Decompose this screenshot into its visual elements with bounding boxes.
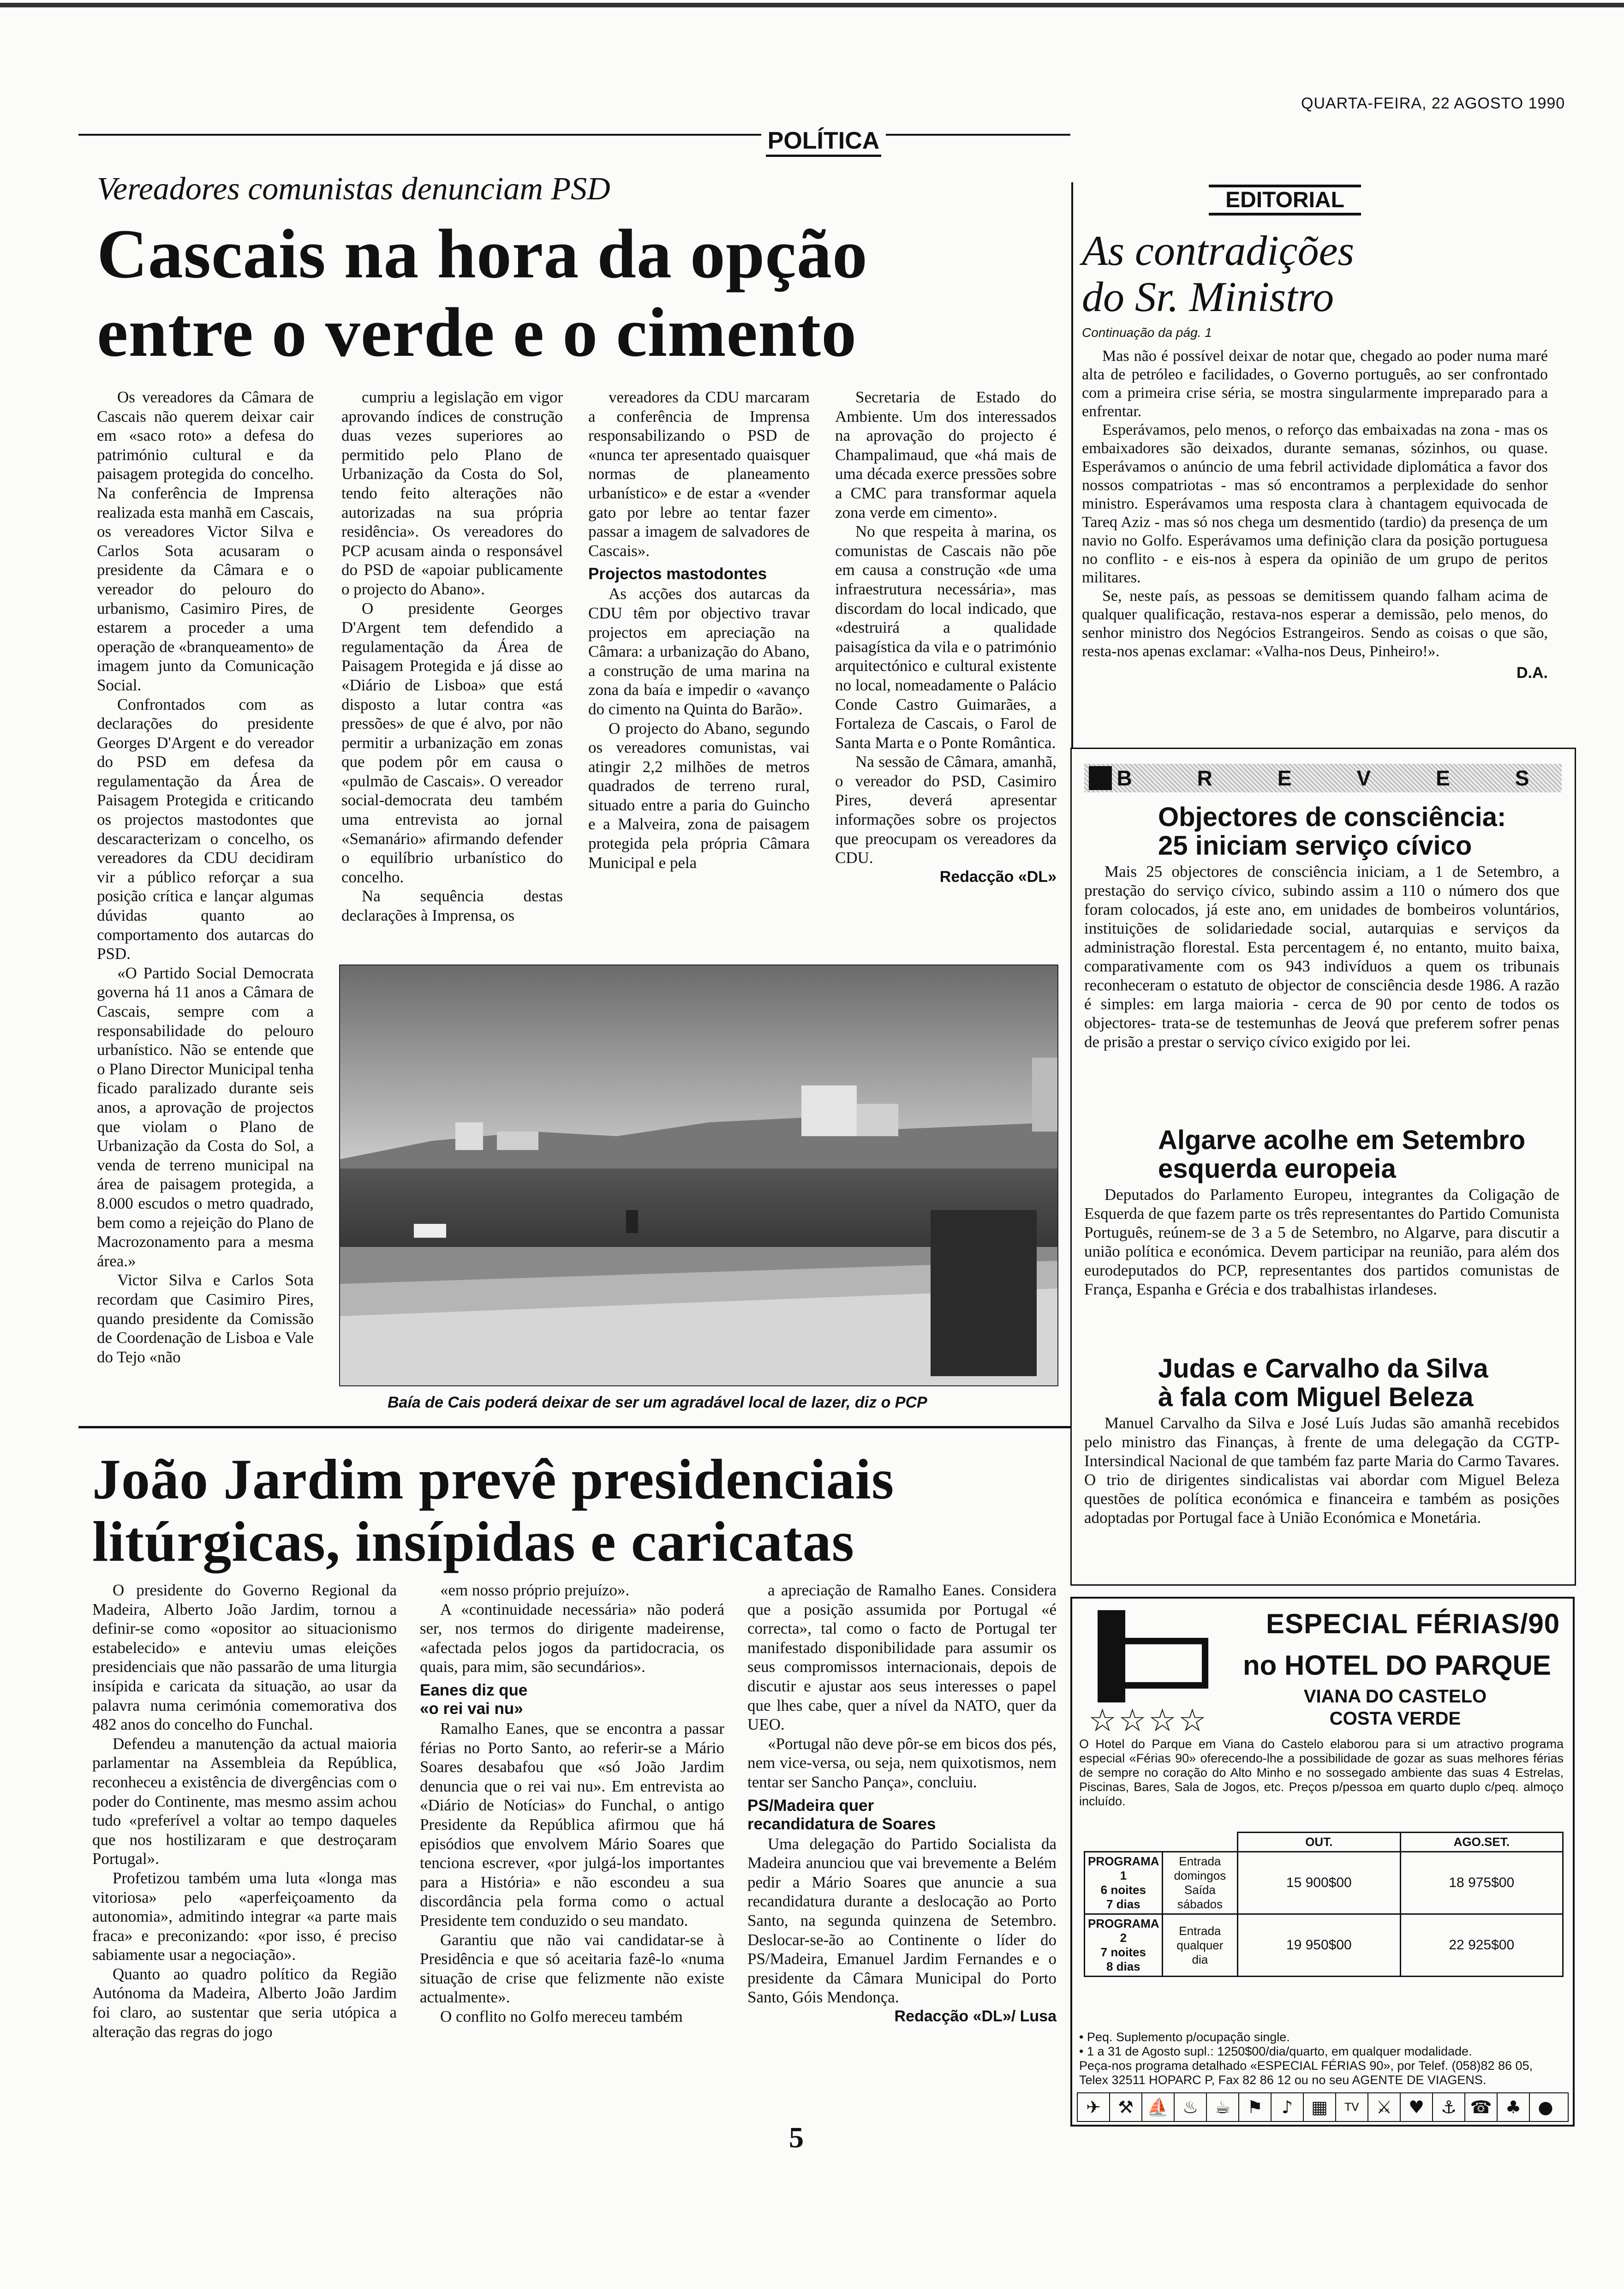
editorial-paragraph: Esperávamos, pelo menos, o reforço das embaixadas na zona - mas os embaixadores são deixados, durante semanas, sózinhos, ou quase. Esperávamos o anúncio de uma febril actividade diplomática a favor dos nossos compatriotas - mas só encontramos a perplexidade do senhor ministro. Esperávamos uma resposta clara à chantagem equivocada de Tareq Aziz - mas só nos chega um desmentido (tardio) da presença de um navio no Golfo. Esperávamos uma definição clara da posição portuguesa no conflito - e eis-nos à espera da opinião de um grupo de peritos militares. bbox=[1082, 421, 1548, 586]
ad-intro: O Hotel do Parque em Viana do Castelo elaborou para si um atractivo programa especial «Férias 90» oferecendo-lhe a possibilidade de gozar as suas melhores férias de sempre no coração do Alto Minho e no sossegado ambiente das suas 4 Estrelas, Piscinas, Bares, Sala de Jogos, etc. Preços p/pessoa em quarto duplo c/peq. almoço incluído. bbox=[1079, 1737, 1564, 1808]
grid-icon: ▦ bbox=[1304, 2093, 1336, 2121]
section-rule-left bbox=[78, 134, 761, 136]
article1-photo bbox=[339, 965, 1058, 1386]
editorial-paragraph: Se, neste país, as pessoas se demitissem quando falham acima de qualquer qualificação, restava-nos esperar a demissão, pelo menos, do senhor ministro dos Negócios Estrangeiros. Sendo as coisas o que são, resta-nos apenas exclamar: «Valha-nos Deus, Pinheiro!». bbox=[1082, 587, 1548, 660]
article1-headline-line1: Cascais na hora da opção bbox=[97, 215, 868, 293]
phone-icon: ☎ bbox=[1465, 2093, 1498, 2121]
article2-paragraph: Garantiu que não vai candidatar-se à Presidência e que só aceitaria fazê-lo «numa situação de crise que felizmente não existe actualmente». bbox=[420, 1930, 724, 2007]
program-days: 8 dias bbox=[1106, 1959, 1140, 1973]
editorial-continuation: Continuação da pág. 1 bbox=[1082, 325, 1212, 340]
ad-note: • Peq. Suplemento p/ocupação single. bbox=[1079, 2030, 1290, 2044]
flag-icon: ⚑ bbox=[1239, 2093, 1272, 2121]
article2-headline-line2: litúrgicas, insípidas e caricatas bbox=[92, 1510, 854, 1573]
article1-kicker: Vereadores comunistas denunciam PSD bbox=[97, 171, 610, 207]
article2-paragraph: a apreciação de Ramalho Eanes. Considera que a posição assumida por Portugal «é correcta», tal como o facto de Portugal ter manifestado disponibilidade para assumir os seus compromissos internacionais, depois de discutir e ajustar aos seus interesses o papel que lhes cabe, quer a nível da NATO, quer da UEO. bbox=[747, 1581, 1057, 1734]
circle-icon: ● bbox=[1538, 2097, 1553, 2117]
editorial-label: EDITORIAL bbox=[1209, 185, 1361, 216]
ad-subtitle: no HOTEL DO PARQUE bbox=[1243, 1650, 1551, 1681]
article2-headline-line1: João Jardim prevê presidenciais bbox=[92, 1448, 895, 1511]
article1-column-3 bbox=[588, 388, 810, 872]
program-cell bbox=[1085, 1852, 1163, 1914]
ad-note: Peça-nos programa detalhado «ESPECIAL FÉRIAS 90», por Telef. (058)82 86 05, Telex 32511 HOPARC P, Fax 82 86 12 ou no seu AGENTE DE VIAGENS. bbox=[1079, 2059, 1533, 2087]
brief-text: Manuel Carvalho da Silva e José Luís Judas são amanhã recebidos pelo ministro das Finanças, à frente de uma delegação da CGTP-Intersindical Nacional de que também faz parte Maria do Carmo Tavares. O trio de dirigentes sindicalistas vai abordar com Miguel Beleza questões de política económica e financeira e também as posições adoptadas por Portugal face à União Económica e Monetária. bbox=[1084, 1414, 1559, 1527]
article2-paragraph: A «continuidade necessária» não poderá ser, nos termos do dirigente madeirense, «afectada pelos jogos da partidocracia, os quais, para mim, são secundários». bbox=[420, 1600, 724, 1676]
program-name: PROGRAMA 2 bbox=[1088, 1917, 1159, 1945]
brief-title: esquerda europeia bbox=[1158, 1154, 1396, 1184]
sailboat-icon: ⛵ bbox=[1142, 2093, 1175, 2121]
article2-paragraph: O presidente do Governo Regional da Madeira, Alberto João Jardim, tornou a definir-se como «opositor ao situacionismo estabelecido» e anteviu umas eleições presidenciais que não passarão de uma liturgia insípida e caricata da situação, ao usar da palavra numa cerimónia comemorativa dos 482 anos do concelho do Funchal. bbox=[92, 1581, 397, 1734]
breves-letter: E bbox=[1436, 766, 1450, 790]
article2-subheading: «o rei vai nu» bbox=[420, 1699, 523, 1718]
price-header-out: OUT. bbox=[1238, 1833, 1400, 1852]
article2-paragraph: Quanto ao quadro político da Região Autónoma da Madeira, Alberto João Jardim foi claro, ao sustentar que seria utópica a alteração das regras do jogo bbox=[92, 1965, 397, 2041]
anchor-icon: ⚓ bbox=[1433, 2093, 1465, 2121]
article2-column-1 bbox=[92, 1581, 397, 2041]
brief-item bbox=[1084, 1126, 1559, 1299]
article1-paragraph: Os vereadores da Câmara de Cascais não querem deixar cair em «saco roto» a defesa do património cultural e da paisagem protegida do concelho. Na conferência de Imprensa realizada esta manhã em Cascais, os vereadores Victor Silva e Carlos Sota acusaram o presidente da Câmara e o vereador do pelouro do urbanismo, Casimiro Pires, de estarem a proceder a uma operação de «branqueamento» de imagem junto da Comunicação Social. bbox=[97, 388, 314, 694]
ad-location-2: COSTA VERDE bbox=[1329, 1708, 1461, 1729]
hotel-ad bbox=[1070, 1597, 1575, 2127]
music-icon: ♪ bbox=[1272, 2093, 1304, 2121]
price-row bbox=[1085, 1852, 1563, 1914]
article2-signature: Redacção «DL»/ Lusa bbox=[894, 2007, 1057, 2025]
price-header-blank bbox=[1162, 1833, 1238, 1852]
breves-letter: E bbox=[1277, 766, 1292, 790]
article1-paragraph: No que respeita à marina, os comunistas de Cascais não põe em causa a construção «de uma infraestrutura necessária», mas discordam do local indicado, que «destruirá a qualidade paisagística da vila e o património arquitectónico e cultural existente no local, nomeadamente o Palácio Conde Castro Guimarães, a Fortaleza de Cascais, o Farol de Santa Marta e o Ponte Romântica. bbox=[835, 522, 1057, 752]
article1-paragraph: cumpriu a legislação em vigor aprovando índices de construção duas vezes superiores ao permitido pelo Plano de Urbanização da Costa do Sol, tendo feito alterações não autorizadas na sua própria residência». Os vereadores do PCP acusam ainda o responsável do PSD de «apoiar publicamente o projecto do Abano». bbox=[341, 388, 563, 598]
ad-notes bbox=[1079, 2030, 1564, 2087]
top-border bbox=[0, 3, 1624, 7]
brief-text: Deputados do Parlamento Europeu, integrantes da Coligação de Esquerda de que fazem parte os três representantes do Partido Comunista Português, reúnem-se de 3 a 5 de Setembro, no Algarve, para discutir a união política e económica. Devem participar na reunião, para além dos eurodeputados do PCP, representantes dos partidos comunistas de França, Espanha e Grécia e dos trabalhistas irlandeses. bbox=[1084, 1186, 1559, 1298]
breves-banner bbox=[1084, 764, 1562, 792]
club-icon: ♣ bbox=[1498, 2093, 1530, 2121]
brief-text: Mais 25 objectores de consciência iniciam, a 1 de Setembro, a prestação do serviço cívico, subindo assim a 110 o número dos que foram colocados, já este ano, em unidades de bombeiros voluntários, instituições de solidariedade social, autarquias e serviços da administração florestal. Esta percentagem é, no entanto, muito baixa, comparativamente com os 943 indivíduos a quem os tribunais reconheceram o estatuto de objector de consciência desde 1986. A razão é simples: em larga maioria - cerca de 90 por cento de todos os objectores- trata-se de testemunhas de Jeová que preferem sofrer penas de prisão a prestar o serviço cívico exigido por lei. bbox=[1084, 863, 1559, 1051]
article2-subheading: Eanes diz que bbox=[420, 1681, 528, 1699]
article2-paragraph: Uma delegação do Partido Socialista da Madeira anunciou que vai brevemente a Belém pedir a Mário Soares que anuncie a sua recandidatura durante a deslocação ao Porto Santo, na segunda quinzena de Setembro. Deslocar-se-ão ao Continente o líder do PS/Madeira, Emanuel Jardim Fernandes e o presidente da Câmara Municipal do Porto Santo, Góis Mendonça. bbox=[747, 1834, 1057, 2007]
program-exit: Saída sábados bbox=[1177, 1883, 1223, 1911]
article2-paragraph: Defendeu a manutenção da actual maioria parlamentar na Assembleia da República, reconheceu a existência de divergências com o poder do Continente, mas mesmo assim achou tudo «preferível a voltar ao tempo daqueles que nos hostilizaram e que destroçaram Portugal». bbox=[92, 1734, 397, 1868]
editorial-title-line2: do Sr. Ministro bbox=[1082, 273, 1334, 320]
section-rule-right bbox=[886, 134, 1070, 136]
article1-column-1 bbox=[97, 388, 314, 1366]
coffee-icon: ☕ bbox=[1207, 2093, 1239, 2121]
price-header-blank bbox=[1085, 1833, 1163, 1852]
breves-square-icon bbox=[1089, 766, 1112, 790]
program-exit: dia bbox=[1192, 1952, 1208, 1966]
brief-title: 25 iniciam serviço cívico bbox=[1158, 831, 1472, 861]
price-ago: 22 925$00 bbox=[1400, 1914, 1563, 1977]
article1-paragraph: O projecto do Abano, segundo os vereadores comunistas, vai atingir 2,2 milhões de metros quadrados de terreno rural, situado entre a paria do Guincho e a Malveira, zona de paisagem protegida pela própria Câmara Municipal e pela bbox=[588, 719, 810, 872]
editorial-body bbox=[1082, 347, 1548, 682]
tv-icon: TV bbox=[1336, 2093, 1368, 2121]
article2-subheading: recandidatura de Soares bbox=[747, 1815, 936, 1833]
article2-column-3 bbox=[747, 1581, 1057, 2026]
hotel-logo bbox=[1098, 1610, 1208, 1702]
editorial-paragraph: Mas não é possível deixar de notar que, chegado ao poder numa maré alta de petróleo e facilidades, o Governo português, ao ser confrontado com a primeira crise séria, se mostra singularmente impreparado para a enfrentar. bbox=[1082, 348, 1548, 420]
article1-column-2 bbox=[341, 388, 563, 925]
heart-icon: ♥ bbox=[1401, 2093, 1433, 2121]
issue-date: QUARTA-FEIRA, 22 AGOSTO 1990 bbox=[1301, 95, 1565, 112]
article1-column-4 bbox=[835, 388, 1057, 887]
plane-icon: ✈ bbox=[1078, 2093, 1110, 2121]
program-entry: Entrada qualquer bbox=[1176, 1923, 1224, 1952]
breves-letter: B bbox=[1116, 766, 1132, 790]
article2-paragraph: «em nosso próprio prejuízo». bbox=[440, 1581, 630, 1599]
ad-location-1: VIANA DO CASTELO bbox=[1303, 1686, 1487, 1707]
program-name: PROGRAMA 1 bbox=[1088, 1854, 1159, 1882]
breves-letter: R bbox=[1197, 766, 1212, 790]
price-row bbox=[1085, 1914, 1563, 1977]
editorial-title-line1: As contradições bbox=[1082, 227, 1355, 274]
price-table bbox=[1084, 1832, 1564, 1977]
breves-letter: V bbox=[1356, 766, 1371, 790]
article1-paragraph: «O Partido Social Democrata governa há 11 anos a Câmara de Cascais, sempre com a responsabilidade do pelouro urbanístico. Não se entende que o Plano Director Municipal tenha ficado paralizado durante seis anos, a aprovação de projectos que violam o Plano de Urbanização da Costa do Sol, a venda de terreno municipal na área de paisagem protegida, a 8.000 escudos o metro quadrado, bem como a rejeição do Plano de Macrozonamento para a mesma área.» bbox=[97, 964, 314, 1270]
article1-headline-line2: entre o verde e o cimento bbox=[97, 294, 857, 371]
article1-subheading: Projectos mastodontes bbox=[588, 565, 767, 583]
article1-paragraph: Secretaria de Estado do Ambiente. Um dos interessados na aprovação do projecto é Champalimaud, que «há mais de uma década exerce pressões sobre a CMC para transformar aquela zona verde em cimento». bbox=[835, 388, 1057, 521]
bay-photo-illustration bbox=[340, 965, 1057, 1385]
article2-paragraph: O conflito no Golfo mereceu também bbox=[440, 2007, 683, 2025]
program-schedule bbox=[1162, 1852, 1238, 1914]
editorial-signature: D.A. bbox=[1517, 664, 1548, 682]
section-label: POLÍTICA bbox=[766, 127, 881, 157]
program-nights: 7 noites bbox=[1100, 1945, 1146, 1959]
ad-note: • 1 a 31 de Agosto supl.: 1250$00/dia/quarto, em qualquer modalidade. bbox=[1079, 2044, 1472, 2058]
price-out: 15 900$00 bbox=[1238, 1852, 1400, 1914]
price-ago: 18 975$00 bbox=[1400, 1852, 1563, 1914]
article1-paragraph: O presidente Georges D'Argent tem defendido a regulamentação da Área de Paisagem Protegida e já disse ao «Diário de Lisboa» que está disposto a lutar contra «as pressões» de que é alvo, por não permitir a urbanização em zonas que podem pôr em causa o «pulmão de Cascais». O vereador social-democrata deu também uma entrevista ao jornal «Semanário» afirmando defender o equilíbrio urbanístico do concelho. bbox=[341, 599, 563, 886]
article2-column-2 bbox=[420, 1581, 724, 2026]
ad-stars: ☆☆☆☆ bbox=[1088, 1702, 1208, 1739]
brief-title: à fala com Miguel Beleza bbox=[1158, 1382, 1474, 1412]
article1-paragraph: Na sessão de Câmara, amanhã, o vereador do PSD, Casimiro Pires, deverá apresentar informações sobre os projectos que preocupam os vereadores da CDU. bbox=[835, 753, 1057, 867]
price-out: 19 950$00 bbox=[1238, 1914, 1400, 1977]
tools-icon: ⚒ bbox=[1110, 2093, 1142, 2121]
brief-title: Algarve acolhe em Setembro bbox=[1158, 1125, 1526, 1155]
article1-paragraph: vereadores da CDU marcaram a conferência de Imprensa responsabilizando o PSD de «nunca ter apresentado quaisquer normas de planeamento urbanístico» e de estar a «vender gato por lebre ao tentar fazer passar a imagem de salvadores de Cascais». bbox=[588, 388, 810, 560]
article-divider bbox=[78, 1426, 1070, 1428]
price-header-ago: AGO.SET. bbox=[1400, 1833, 1563, 1852]
program-entry: Entrada domingos bbox=[1174, 1854, 1226, 1882]
program-schedule bbox=[1162, 1914, 1238, 1977]
spa-icon: ♨ bbox=[1175, 2093, 1207, 2121]
article1-paragraph: As acções dos autarcas da CDU têm por objectivo travar projectos em apreciação na Câmara: a urbanização do Abano, a construção de uma marina na zona da baía e impedir o «avanço do cimento na Quinta do Barão». bbox=[588, 585, 810, 718]
brief-item bbox=[1084, 803, 1559, 1051]
article1-paragraph: Na sequência destas declarações à Imprensa, os bbox=[341, 887, 563, 925]
swords-icon: ⚔ bbox=[1368, 2093, 1401, 2121]
article1-paragraph: Confrontados com as declarações do presidente Georges D'Argent e do vereador do PSD em defesa da regulamentação da Área de Paisagem Protegida e criticando os projectos mastodontes que descaracterizam o concelho, os vereadores da CDU decidiram vir a público reforçar a sua posição crítica e lançar algumas dúvidas quanto ao comportamento dos autarcas do PSD. bbox=[97, 695, 314, 963]
program-days: 7 dias bbox=[1106, 1897, 1140, 1911]
article1-photo-caption: Baía de Cais poderá deixar de ser um agradável local de lazer, diz o PCP bbox=[388, 1394, 927, 1411]
article2-subheading: PS/Madeira quer bbox=[747, 1796, 874, 1815]
amenities-icon-strip bbox=[1077, 2092, 1569, 2122]
article1-paragraph: Victor Silva e Carlos Sota recordam que Casimiro Pires, quando presidente da Comissão de Coordenação de Lisboa e Vale do Tejo «não bbox=[97, 1271, 314, 1366]
article2-paragraph: Profetizou também uma luta «longa mas vitoriosa» pelo «aperfeiçoamento da autonomia», admitindo integrar «a parte mais fraca» e preconizando: «por isso, é preciso sabiamente usar a negociação». bbox=[92, 1869, 397, 1964]
program-nights: 6 noites bbox=[1100, 1883, 1146, 1897]
brief-title: Judas e Carvalho da Silva bbox=[1158, 1354, 1488, 1384]
ad-title: ESPECIAL FÉRIAS/90 bbox=[1266, 1608, 1560, 1639]
brief-item bbox=[1084, 1354, 1559, 1527]
brief-title: Objectores de consciência: bbox=[1158, 802, 1506, 832]
article1-signature: Redacção «DL» bbox=[939, 868, 1057, 886]
page-number: 5 bbox=[775, 2121, 818, 2155]
program-cell bbox=[1085, 1914, 1163, 1977]
breves-letter: S bbox=[1515, 766, 1529, 790]
article2-paragraph: Ramalho Eanes, que se encontra a passar férias no Porto Santo, ao referir-se a Mário Soares desabafou que «só João Jardim denuncia que o rei vai nu». Em entrevista ao «Diário de Notícias» do Funchal, o antigo Presidente da República afirmou que há episódios que envolvem Mário Soares que tenciona escrever, «por julgá-los importantes para a História» e não escondeu a sua discordância pela forma como o actual Presidente tem conduzido o seu mandato. bbox=[420, 1719, 724, 1929]
article2-paragraph: «Portugal não deve pôr-se em bicos dos pés, nem vice-versa, ou seja, nem quixotismos, nem tentar ser Sancho Pança», concluiu. bbox=[747, 1734, 1057, 1791]
